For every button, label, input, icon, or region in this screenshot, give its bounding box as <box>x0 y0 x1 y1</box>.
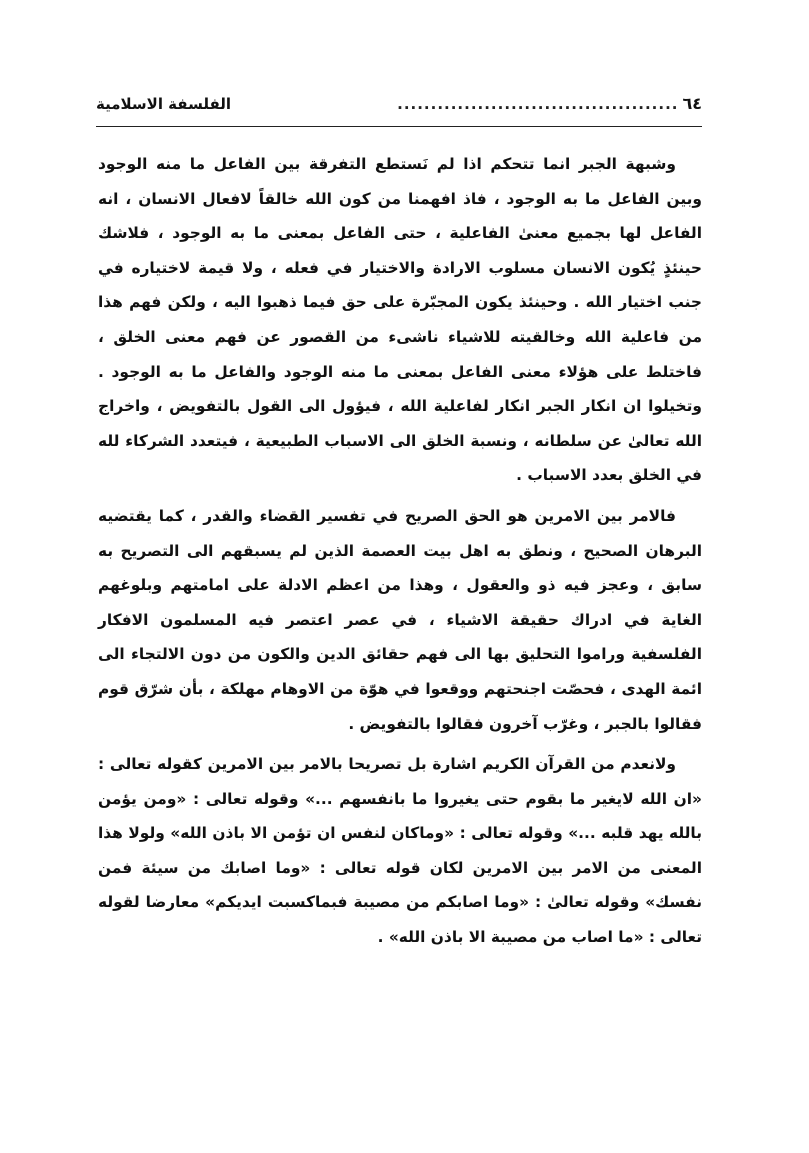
page-number: ٦٤ <box>682 94 702 113</box>
page-header <box>96 94 702 127</box>
header-leader-dots: .......................................... <box>397 95 679 113</box>
body-text <box>98 147 702 961</box>
paragraph: وشبهة الجبر انما تتحكم اذا لم نَستطع التفرقة بين الفاعل ما منه الوجود وبين الفاعل ما به الوجود ، فاذ افهمنا من كون الله خالقاً لافعال الانسان ، انه الفاعل لها بجميع معنىٰ الفاعلية ، حتى الفاعل بمعنى ما به الوجود ، فلاشك حينئذٍ يُكون الانسان مسلوب الارادة والاختيار في فعله ، ولا قيمة لاختياره في جنب اختيار الله . وحينئذ يكون المجبّرة على حق فيما ذهبوا اليه ، ولكن فهم هذا من فاعلية الله وخالقيته للاشياء ناشىء من القصور عن فهم معنى الخلق ، فاختلط على هؤلاء معنى الفاعل بمعنى ما منه الوجود والفاعل ما به الوجود . وتخيلوا ان انكار الجبر انكار لفاعلية الله ، فيؤول الى القول بالتفويض ، واخراج الله تعالىٰ عن سلطانه ، ونسبة الخلق الى الاسباب الطبيعية ، فيتعدد الشركاء لله في الخلق بعدد الاسباب . <box>98 155 702 485</box>
paragraph: فالامر بين الامرين هو الحق الصريح في تفسير القضاء والقدر ، كما يقتضيه البرهان الصحيح ، ونطق به اهل بيت العصمة الذين لم يسبقهم الى التصريح به سابق ، وعجز فيه ذو والعقول ، وهذا من اعظم الادلة على امامتهم وبلوغهم الغاية في ادراك حقيقة الاشياء ، في عصر اعتصر فيه المسلمون الافكار الفلسفية وراموا التحليق بها الى فهم حقائق الدين والكون من دون الالتجاء الى ائمة الهدى ، فحصّت اجنحتهم ووقعوا في هوّة من الاوهام مهلكة ، بأن شرّق قوم فقالوا بالجبر ، وغرّب آخرون فقالوا بالتفويض . <box>98 506 702 733</box>
book-title: الفلسفة الاسلامية <box>96 95 232 113</box>
paragraph: ولانعدم من القرآن الكريم اشارة بل تصريحا بالامر بين الامرين كقوله تعالى : «ان الله لايغير ما بقوم حتى يغيروا ما بانفسهم ...» وقوله تعالى : «ومن يؤمن بالله يهد قلبه ...» وقوله تعالى : «وماكان لنفس ان تؤمن الا باذن الله» ولولا هذا المعنى من الامر بين الامرين لكان قوله تعالى : «وما اصابك من سيئة فمن نفسك» وقوله تعالىٰ : «وما اصابكم من مصيبة فبماكسبت ايديكم» معارضا لقوله تعالى : «ما اصاب من مصيبة الا باذن الله» . <box>98 755 702 947</box>
